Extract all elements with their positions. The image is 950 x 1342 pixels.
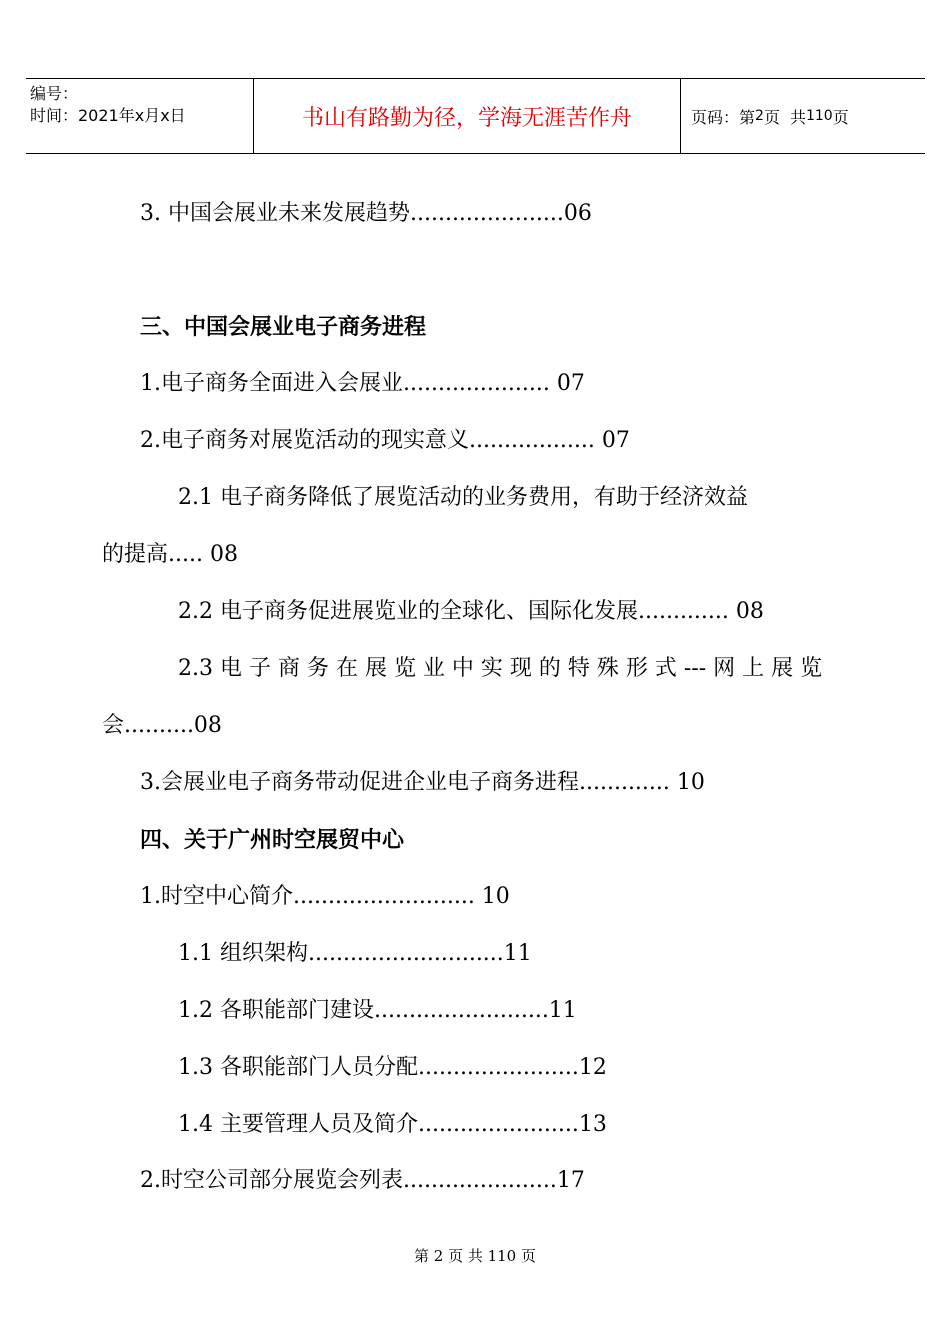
page-label-prefix: 页码：第 [691,107,756,127]
toc-subitem: 1.3 各职能部门人员分配.......................12 [178,1055,607,1080]
total-prefix: 共 [789,107,806,127]
toc-item: 3.会展业电子商务带动促进企业电子商务进程............. 10 [140,770,705,795]
toc-item: 1.电子商务全面进入会展业..................... 07 [140,371,585,396]
toc-subitem-continued: 会..........08 [102,713,222,738]
total-pages: 110 [805,108,833,124]
page-number: 2 [755,108,764,124]
toc-item: 2.电子商务对展览活动的现实意义.................. 07 [140,428,630,453]
header-motto: 书山有路勤为径，学海无涯苦作舟 [254,79,681,153]
toc-subitem-continued: 的提高..... 08 [102,542,238,567]
header-meta [26,79,254,153]
toc-subitem: 2.3 电 子 商 务 在 展 览 业 中 实 现 的 特 殊 形 式 --- 网 上 展 览 [178,656,823,681]
toc-section-heading: 三、中国会展业电子商务进程 [140,314,427,340]
toc-subitem: 2.1 电子商务降低了展览活动的业务费用，有助于经济效益 [178,485,748,510]
header-page-info [681,79,925,153]
page-header [26,78,925,154]
page-label-mid: 页 [763,107,780,127]
toc-subitem: 2.2 电子商务促进展览业的全球化、国际化发展............. 08 [178,599,764,624]
document-time-label: 时间：2021年x月x日 [30,106,186,125]
total-suffix: 页 [832,107,849,127]
toc-subitem: 1.2 各职能部门建设.........................11 [178,998,577,1023]
document-number-label: 编号： [30,84,79,103]
toc-item: 1.时空中心简介.......................... 10 [140,884,510,909]
page-footer: 第 2 页 共 110 页 [413,1247,536,1265]
toc-subitem: 1.1 组织架构............................11 [178,941,532,966]
toc-item: 2.时空公司部分展览会列表......................17 [140,1168,585,1193]
toc-item: 3. 中国会展业未来发展趋势......................06 [140,201,592,226]
toc-subitem: 1.4 主要管理人员及简介.......................13 [178,1112,607,1137]
toc-section-heading: 四、关于广州时空展贸中心 [140,827,405,853]
